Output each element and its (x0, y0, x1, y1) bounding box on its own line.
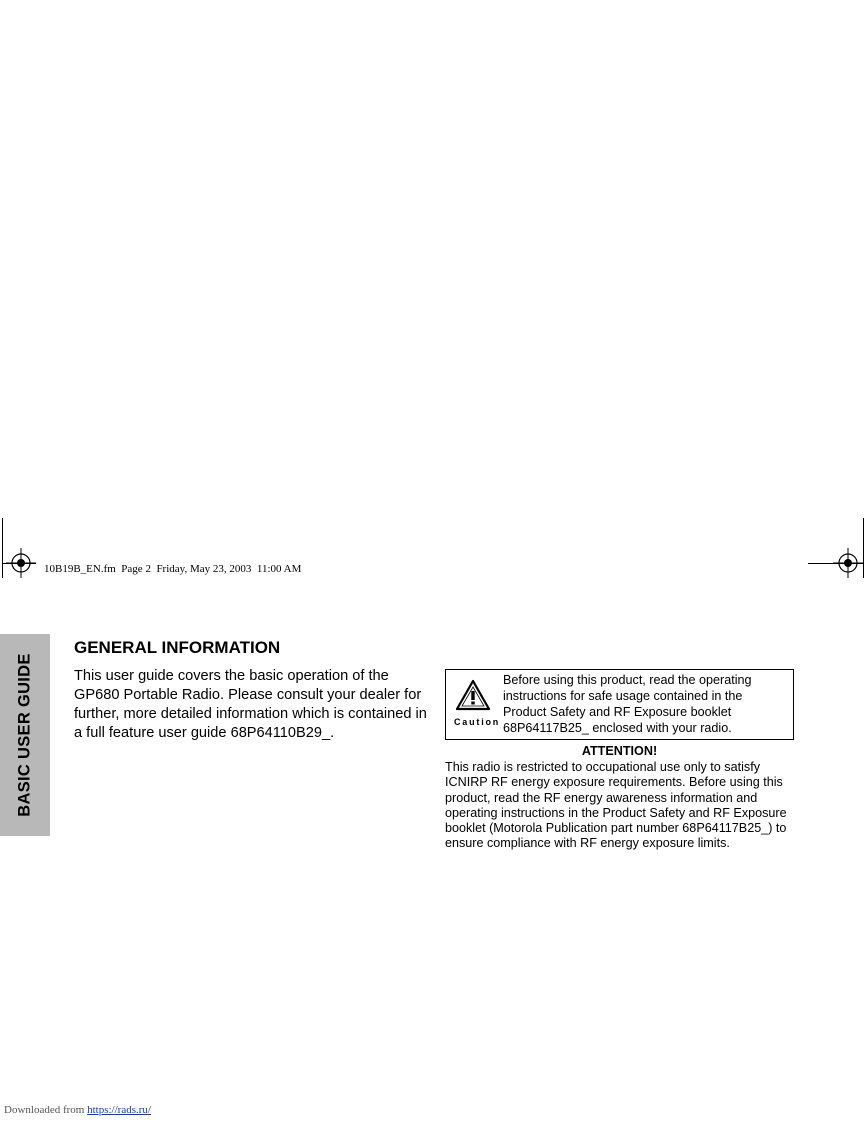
footer-note (4, 1104, 187, 1116)
print-header: 10B19B_EN.fm Page 2 Friday, May 23, 2003 11:00 AM (44, 563, 302, 575)
crop-line-left (2, 518, 3, 578)
caution-label: Caution (454, 717, 501, 727)
caution-text: Before using this product, read the operating instructions for safe usage contained in the Product Safety and RF Exposure booklet 68P64117B25_ enclosed with your radio. (503, 673, 752, 735)
body-paragraph: This user guide covers the basic operation of the GP680 Portable Radio. Please consult your dealer for further, more detailed information which is contained in a full feature user guide 68P64110B29_. (74, 668, 427, 741)
side-tab (0, 634, 50, 836)
attention-text: This radio is restricted to occupational use only to satisfy ICNIRP RF energy exposure requirements. Before using this product, read the RF energy awareness information and operating instructions in the Product Safety and RF Exposure booklet (Motorola Publication part number 68P64117B25_) to ensure compliance with RF energy exposure limits. (445, 760, 787, 851)
crop-line-right-h (808, 563, 864, 564)
side-tab-label: BASIC USER GUIDE (15, 653, 34, 817)
warning-triangle-icon (455, 679, 491, 711)
section-title: GENERAL INFORMATION (74, 638, 281, 657)
caution-box (445, 669, 794, 740)
footer-link[interactable]: https://rads.ru/ (87, 1104, 151, 1116)
crop-line-right (863, 518, 864, 578)
crop-line-left-h (2, 563, 36, 564)
attention-title: ATTENTION! (581, 744, 658, 758)
footer-prefix: Downloaded from (4, 1104, 85, 1116)
